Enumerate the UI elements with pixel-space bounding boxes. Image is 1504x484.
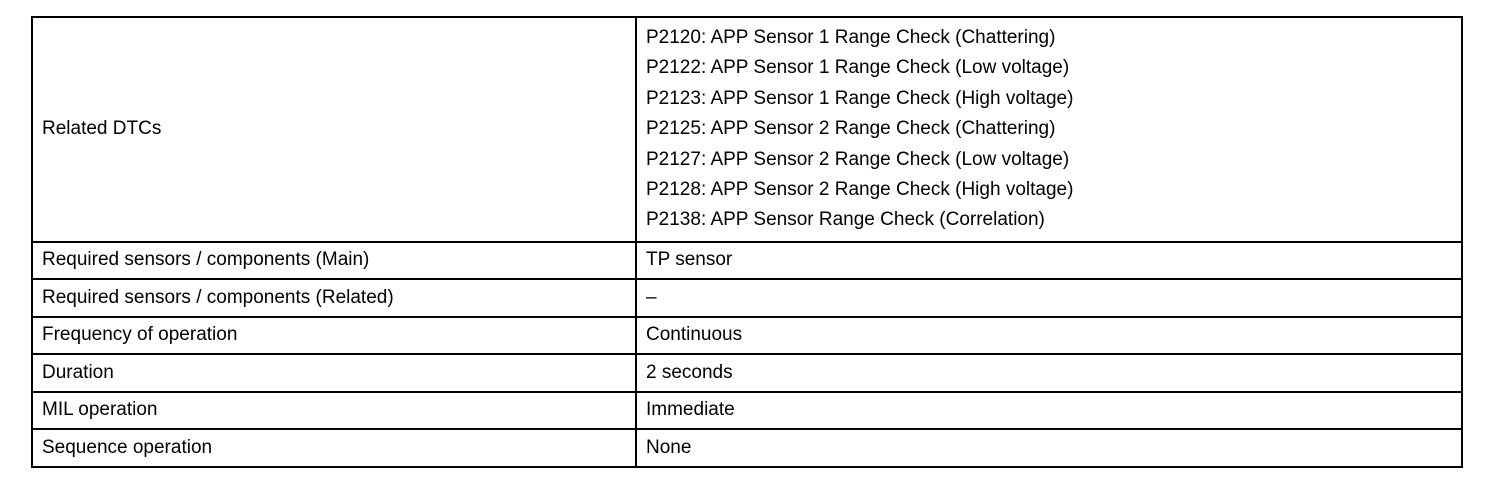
dtc-list bbox=[636, 17, 1462, 242]
table-row-required-related bbox=[32, 279, 1462, 317]
row-value: Continuous bbox=[636, 317, 1462, 355]
table-row-frequency bbox=[32, 317, 1462, 355]
row-label: Sequence operation bbox=[32, 429, 636, 467]
row-label: Required sensors / components (Main) bbox=[32, 242, 636, 280]
table-row-related-dtcs bbox=[32, 17, 1462, 242]
row-value: TP sensor bbox=[636, 242, 1462, 280]
row-label: Required sensors / components (Related) bbox=[32, 279, 636, 317]
row-label: MIL operation bbox=[32, 392, 636, 430]
dtc-item: P2138: APP Sensor Range Check (Correlation) bbox=[646, 209, 1045, 231]
dtc-item: P2127: APP Sensor 2 Range Check (Low voltage) bbox=[646, 148, 1070, 170]
table-row-required-main bbox=[32, 242, 1462, 280]
dtc-item: P2122: APP Sensor 1 Range Check (Low voltage) bbox=[646, 57, 1070, 79]
table-row-sequence-operation bbox=[32, 429, 1462, 467]
row-value: – bbox=[636, 279, 1462, 317]
dtc-item: P2128: APP Sensor 2 Range Check (High voltage) bbox=[646, 178, 1074, 200]
table-row-mil-operation bbox=[32, 392, 1462, 430]
row-value: Immediate bbox=[636, 392, 1462, 430]
row-value: None bbox=[636, 429, 1462, 467]
dtc-item: P2123: APP Sensor 1 Range Check (High voltage) bbox=[646, 87, 1074, 109]
row-label: Frequency of operation bbox=[32, 317, 636, 355]
row-value: 2 seconds bbox=[636, 354, 1462, 392]
monitor-spec-table bbox=[31, 16, 1463, 468]
row-label: Related DTCs bbox=[32, 17, 636, 242]
dtc-item: P2120: APP Sensor 1 Range Check (Chattering) bbox=[646, 27, 1056, 48]
row-label: Duration bbox=[32, 354, 636, 392]
table-row-duration bbox=[32, 354, 1462, 392]
dtc-item: P2125: APP Sensor 2 Range Check (Chattering) bbox=[646, 118, 1056, 140]
